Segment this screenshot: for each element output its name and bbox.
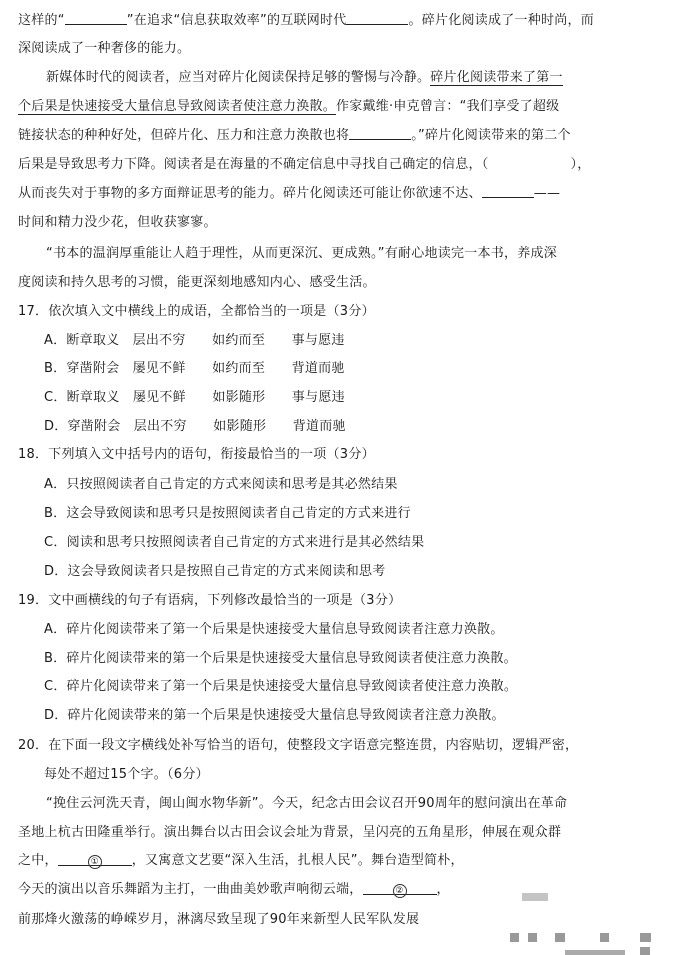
text-line: [44, 474, 677, 496]
smudge: [528, 933, 537, 942]
text-segment: 新媒体时代的阅读者，应当对碎片化阅读保持足够的警惕与冷静。: [46, 70, 431, 85]
smudge: [600, 933, 609, 942]
text-segment: D．碎片化阅读带来的第一个后果是快速接受大量信息导致阅读者注意力涣散。: [44, 708, 505, 723]
text-segment: 前那烽火激荡的峥嵘岁月，淋漓尽致呈现了90年来新型人民军队发展: [18, 912, 420, 927]
text-segment: A．断章取义 层出不穷 如约而至 事与愿违: [44, 333, 345, 348]
circled-number: ②: [393, 884, 407, 898]
text-segment: 从而丧失对于事物的多方面辩证思考的能力。碎片化阅读还可能让你欲速不达、: [18, 186, 482, 201]
text-segment: 。”碎片化阅读带来的第二个: [411, 128, 571, 143]
text-line: [44, 764, 677, 786]
text-line: [44, 676, 677, 698]
text-segment: 度阅读和持久思考的习惯，能更深刻地感知内心、感受生活。: [18, 275, 376, 290]
text-segment: 18．下列填入文中括号内的语句，衔接最恰当的一项（3分）: [18, 447, 375, 462]
text-segment: 每处不超过15个字。（6分）: [44, 767, 209, 782]
smudge: [510, 933, 519, 942]
text-line: [18, 96, 677, 118]
text-segment: C．断章取义 屡见不鲜 如影随形 事与愿违: [44, 390, 345, 405]
text-line: [46, 67, 677, 89]
text-line: [18, 38, 677, 60]
text-line: [46, 243, 677, 265]
text-line: [18, 444, 677, 466]
text-segment: A．只按照阅读者自己肯定的方式来阅读和思考是其必然结果: [44, 477, 398, 492]
text-segment: ——: [533, 186, 561, 201]
text-line: [18, 822, 677, 844]
text-segment: 20．在下面一段文字横线处补写恰当的语句，使整段文字语意完整连贯，内容贴切，逻辑严密，: [18, 738, 579, 753]
text-segment: B．碎片化阅读带来的第一个后果是快速接受大量信息导致阅读者使注意力涣散。: [44, 651, 517, 666]
text-segment: 之中，: [18, 853, 58, 868]
text-line: [18, 879, 677, 901]
text-line: [44, 619, 677, 641]
smudge: [640, 947, 650, 955]
text-segment: ），: [570, 157, 591, 172]
text-segment: 碎片化阅读带来了第一: [430, 70, 563, 85]
text-segment: “书本的温润厚重能让人趋于理性，从而更深沉、更成熟。”有耐心地读完一本书，养成深: [46, 246, 557, 261]
text-line: [46, 793, 677, 815]
text-line: [44, 648, 677, 670]
text-segment: 17．依次填入文中横线上的成语，全都恰当的一项是（3分）: [18, 304, 375, 319]
smudge: [565, 950, 625, 955]
text-segment: 时间和精力没少花，但收获寥寥。: [18, 215, 217, 230]
text-line: [44, 561, 677, 583]
smudge: [555, 933, 565, 942]
text-segment: 。碎片化阅读成了一种时尚，而: [408, 13, 594, 28]
text-segment: ，: [436, 882, 450, 897]
smudge: [522, 893, 548, 901]
answer-blank: [346, 10, 408, 25]
text-segment: 作家戴维·申克曾言：“我们享受了超级: [336, 99, 560, 114]
text-line: [18, 735, 677, 757]
text-line: [44, 358, 677, 380]
text-segment: C．碎片化阅读带来了第一个后果是快速接受大量信息导致阅读者使注意力涣散。: [44, 679, 518, 694]
text-line: [18, 909, 677, 931]
text-segment: D．穿凿附会 层出不穷 如影随形 背道而驰: [44, 419, 346, 434]
answer-blank: [482, 183, 534, 198]
text-segment: 后果是导致思考力下降。阅读者是在海量的不确定信息中寻找自己确定的信息，（: [18, 157, 489, 172]
circled-number: ①: [88, 855, 102, 869]
answer-blank: [58, 851, 132, 866]
text-line: [44, 532, 677, 554]
text-segment: D．这会导致阅读者只是按照自己肯定的方式来阅读和思考: [44, 564, 386, 579]
text-line: [44, 416, 677, 438]
text-segment: 圣地上杭古田隆重举行。演出舞台以古田会议会址为背景，呈闪亮的五角星形，伸展在观众群: [18, 825, 562, 840]
text-line: [18, 212, 677, 234]
smudge: [640, 933, 651, 942]
text-line: [44, 387, 677, 409]
text-segment: 19．文中画横线的句子有语病，下列修改最恰当的一项是（3分）: [18, 593, 402, 608]
text-segment: 个后果是快速接受大量信息导致阅读者使注意力涣散。: [18, 99, 337, 114]
text-segment: 这样的“: [18, 13, 65, 28]
text-line: [18, 183, 677, 205]
text-segment: 今天的演出以音乐舞蹈为主打，一曲曲美妙歌声响彻云端，: [18, 882, 363, 897]
answer-blank: [349, 125, 411, 140]
text-segment: 链接状态的种种好处，但碎片化、压力和注意力涣散也将: [18, 128, 350, 143]
text-segment: B．穿凿附会 屡见不鲜 如约而至 背道而驰: [44, 361, 345, 376]
text-segment: ，又寓意文艺要“深入生活，扎根人民”。舞台造型简朴，: [131, 853, 464, 868]
text-segment: “挽住云河洗天青，闽山闽水物华新”。今天，纪念古田会议召开90周年的慰问演出在革命: [46, 796, 568, 811]
text-line: [18, 154, 677, 176]
text-line: [18, 272, 677, 294]
text-segment: B．这会导致阅读和思考只是按照阅读者自己肯定的方式来进行: [44, 506, 411, 521]
text-line: [44, 705, 677, 727]
text-line: [18, 125, 677, 147]
text-line: [18, 301, 677, 323]
text-segment: ”在追求“信息获取效率”的互联网时代: [126, 13, 347, 28]
answer-blank: [65, 10, 127, 25]
text-segment: 深阅读成了一种奢侈的能力。: [18, 41, 191, 56]
text-segment: A．碎片化阅读带来了第一个后果是快速接受大量信息导致阅读者注意力涣散。: [44, 622, 504, 637]
text-segment: C．阅读和思考只按照阅读者自己肯定的方式来进行是其必然结果: [44, 535, 425, 550]
text-line: [18, 590, 677, 612]
answer-blank: [363, 880, 437, 895]
text-line: [18, 850, 677, 872]
text-line: [44, 330, 677, 352]
text-line: [18, 10, 677, 32]
text-line: [44, 503, 677, 525]
